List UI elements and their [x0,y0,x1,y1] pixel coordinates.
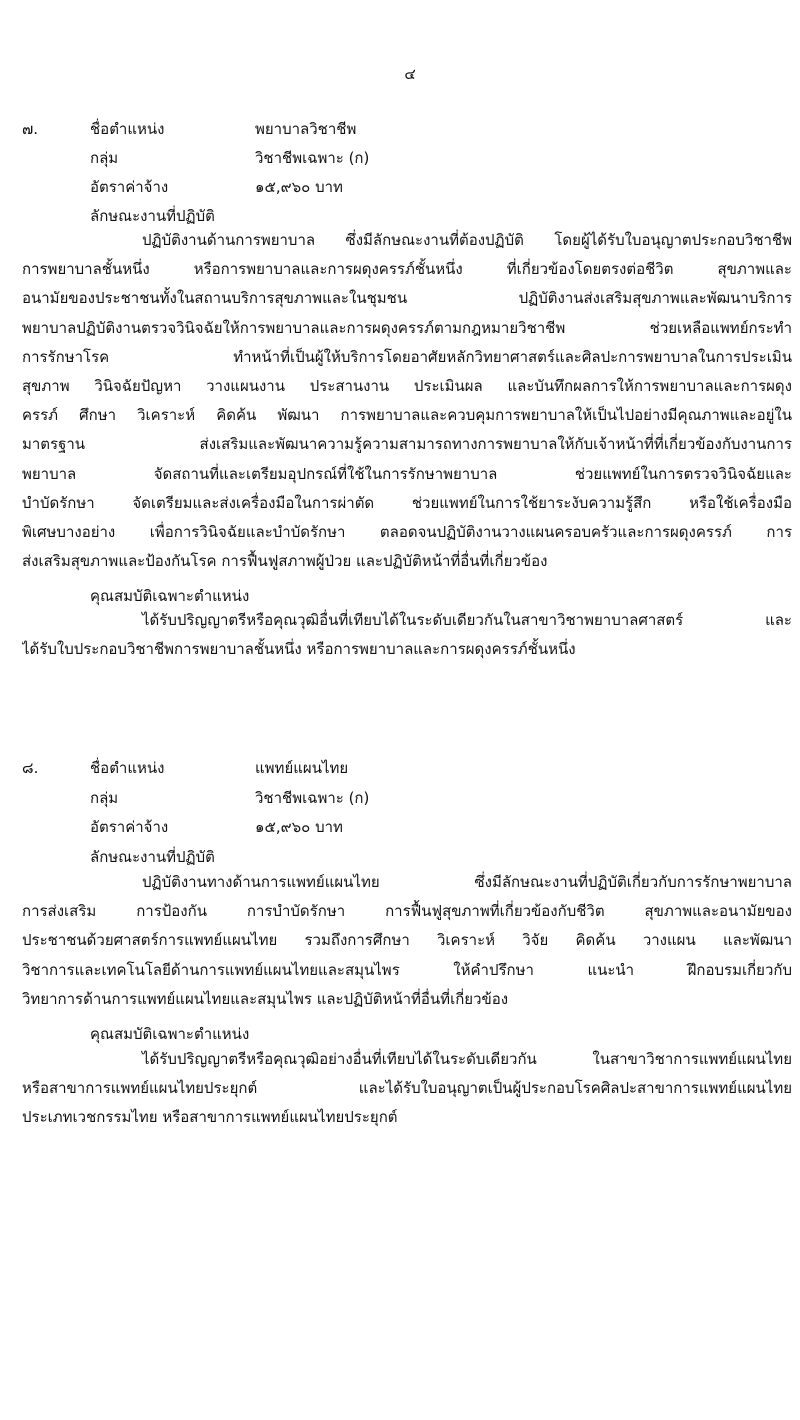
field-row-group [0,786,800,814]
field-value: แพทย์แผนไทย [255,759,349,777]
field-row-wage [0,815,800,843]
text-line: ปฏิบัติงานด้านการพยาบาล ซึ่งมีลักษณะงานที่ต้องปฏิบัติ โดยผู้ได้รับใบอนุญาตประกอบวิชาชีพ [142,231,792,249]
text-line: ประเภทเวชกรรมไทย หรือสาขาการแพทย์แผนไทยประยุกต์ [22,1108,398,1127]
field-label: กลุ่ม [90,149,119,167]
text-line: ได้รับปริญญาตรีหรือคุณวุฒิอื่นที่เทียบได้ในระดับเดียวกันในสาขาวิชาพยาบาลศาสตร์ และ [142,611,792,629]
field-value: พยาบาลวิชาชีพ [255,120,357,138]
text-line: อนามัยของประชาชนทั้งในสถานบริการสุขภาพและในชุมชน ปฏิบัติงานส่งเสริมสุขภาพและพัฒนาบริการ [22,289,792,308]
field-value: วิชาชีพเฉพาะ (ก) [255,149,370,167]
field-value: ๑๕,๙๖๐ บาท [255,818,343,836]
duties-paragraph [22,868,792,1014]
text-line: ครรภ์ ศึกษา วิเคราะห์ คิดค้น พัฒนา การพยาบาลและควบคุมการพยาบาลให้เป็นไปอย่างมีคุณภาพและอยู่ใน [22,406,792,425]
text-line: หรือสาขาการแพทย์แผนไทยประยุกต์ และได้รับใบอนุญาตเป็นผู้ประกอบโรคศิลปะสาขาการแพทย์แผนไทย [22,1079,792,1098]
text-line: พิเศษบางอย่าง เพื่อการวินิจฉัยและบำบัดรักษา ตลอดจนปฏิบัติงานวางแผนครอบครัวและการผดุงครรภ์ การ [22,522,792,541]
text-line: พยาบาลปฏิบัติงานตรวจวินิจฉัยให้การพยาบาลและการผดุงครรภ์ตามกฎหมายวิชาชีพ ช่วยเหลือแพทย์กระทำ [22,318,792,337]
field-label: ชื่อตำแหน่ง [90,120,165,138]
text-line: ได้รับใบประกอบวิชาชีพการพยาบาลชั้นหนึ่ง หรือการพยาบาลและการผดุงครรภ์ชั้นหนึ่ง [22,640,576,659]
duties-paragraph [22,226,792,576]
field-label: อัตราค่าจ้าง [90,178,169,196]
text-line: สุขภาพ วินิจฉัยปัญหา วางแผนงาน ประสานงาน ประเมินผล และบันทึกผลการให้การพยาบาลและการผดุง [22,376,792,395]
text-line: ส่งเสริมสุขภาพและป้องกันโรค การฟื้นฟูสภาพผู้ป่วย และปฏิบัติหน้าที่อื่นที่เกี่ยวข้อง [22,552,548,571]
text-line: ปฏิบัติงานทางด้านการแพทย์แผนไทย ซึ่งมีลักษณะงานที่ปฏิบัติเกี่ยวกับการรักษาพยาบาล [142,873,792,891]
text-line: ได้รับปริญญาตรีหรือคุณวุฒิอย่างอื่นที่เทียบได้ในระดับเดียวกัน ในสาขาวิชาการแพทย์แผนไทย [142,1050,792,1068]
page-number: ๔ [404,65,416,83]
qualifications-paragraph [22,1045,792,1133]
text-line: วิทยาการด้านการแพทย์แผนไทยและสมุนไพร และปฏิบัติหน้าที่อื่นที่เกี่ยวข้อง [22,989,509,1008]
field-row-position-name [0,117,800,145]
text-line: บำบัดรักษา จัดเตรียมและส่งเครื่องมือในการผ่าตัด ช่วยแพทย์ในการใช้ยาระงับความรู้สึก หรือใช้เครื่องมือ [22,493,792,512]
text-line: การส่งเสริม การป้องกัน การบำบัดรักษา การฟื้นฟูสุขภาพที่เกี่ยวข้องกับชีวิต สุขภาพและอนามัยของ [22,902,792,921]
field-row-wage [0,175,800,203]
field-label: อัตราค่าจ้าง [90,818,169,836]
duties-heading: ลักษณะงานที่ปฏิบัติ [90,207,215,225]
text-line: มาตรฐาน ส่งเสริมและพัฒนาความรู้ความสามารถทางการพยาบาลให้กับเจ้าหน้าที่ที่เกี่ยวข้องกับงานการ [22,435,792,454]
field-label: ชื่อตำแหน่ง [90,759,165,777]
qualifications-paragraph [22,606,792,664]
field-value: วิชาชีพเฉพาะ (ก) [255,789,370,807]
field-row-position-name [0,756,800,784]
text-line: วิชาการและเทคโนโลยีด้านการแพทย์แผนไทยและสมุนไพร ให้คำปรึกษา แนะนำ ฝึกอบรมเกี่ยวกับ [22,960,792,979]
duties-heading: ลักษณะงานที่ปฏิบัติ [90,848,215,866]
text-line: การพยาบาลชั้นหนึ่ง หรือการพยาบาลและการผดุงครรภ์ชั้นหนึ่ง ที่เกี่ยวข้องโดยตรงต่อชีวิต สุขภาพและ [22,260,792,279]
section-number: ๘. [22,759,39,777]
field-row-group [0,146,800,174]
qualifications-heading: คุณสมบัติเฉพาะตำแหน่ง [90,587,250,605]
qualifications-heading: คุณสมบัติเฉพาะตำแหน่ง [90,1025,250,1043]
field-value: ๑๕,๙๖๐ บาท [255,178,343,196]
section-number: ๗. [22,120,39,138]
text-line: พยาบาล จัดสถานที่และเตรียมอุปกรณ์ที่ใช้ในการรักษาพยาบาล ช่วยแพทย์ในการตรวจวินิจฉัยและ [22,464,792,483]
field-label: กลุ่ม [90,789,119,807]
text-line: การรักษาโรค ทำหน้าที่เป็นผู้ให้บริการโดยอาศัยหลักวิทยาศาสตร์และศิลปะการพยาบาลในการประเมิน [22,347,792,366]
text-line: ประชาชนด้วยศาสตร์การแพทย์แผนไทย รวมถึงการศึกษา วิเคราะห์ วิจัย คิดค้น วางแผน และพัฒนา [22,931,792,950]
